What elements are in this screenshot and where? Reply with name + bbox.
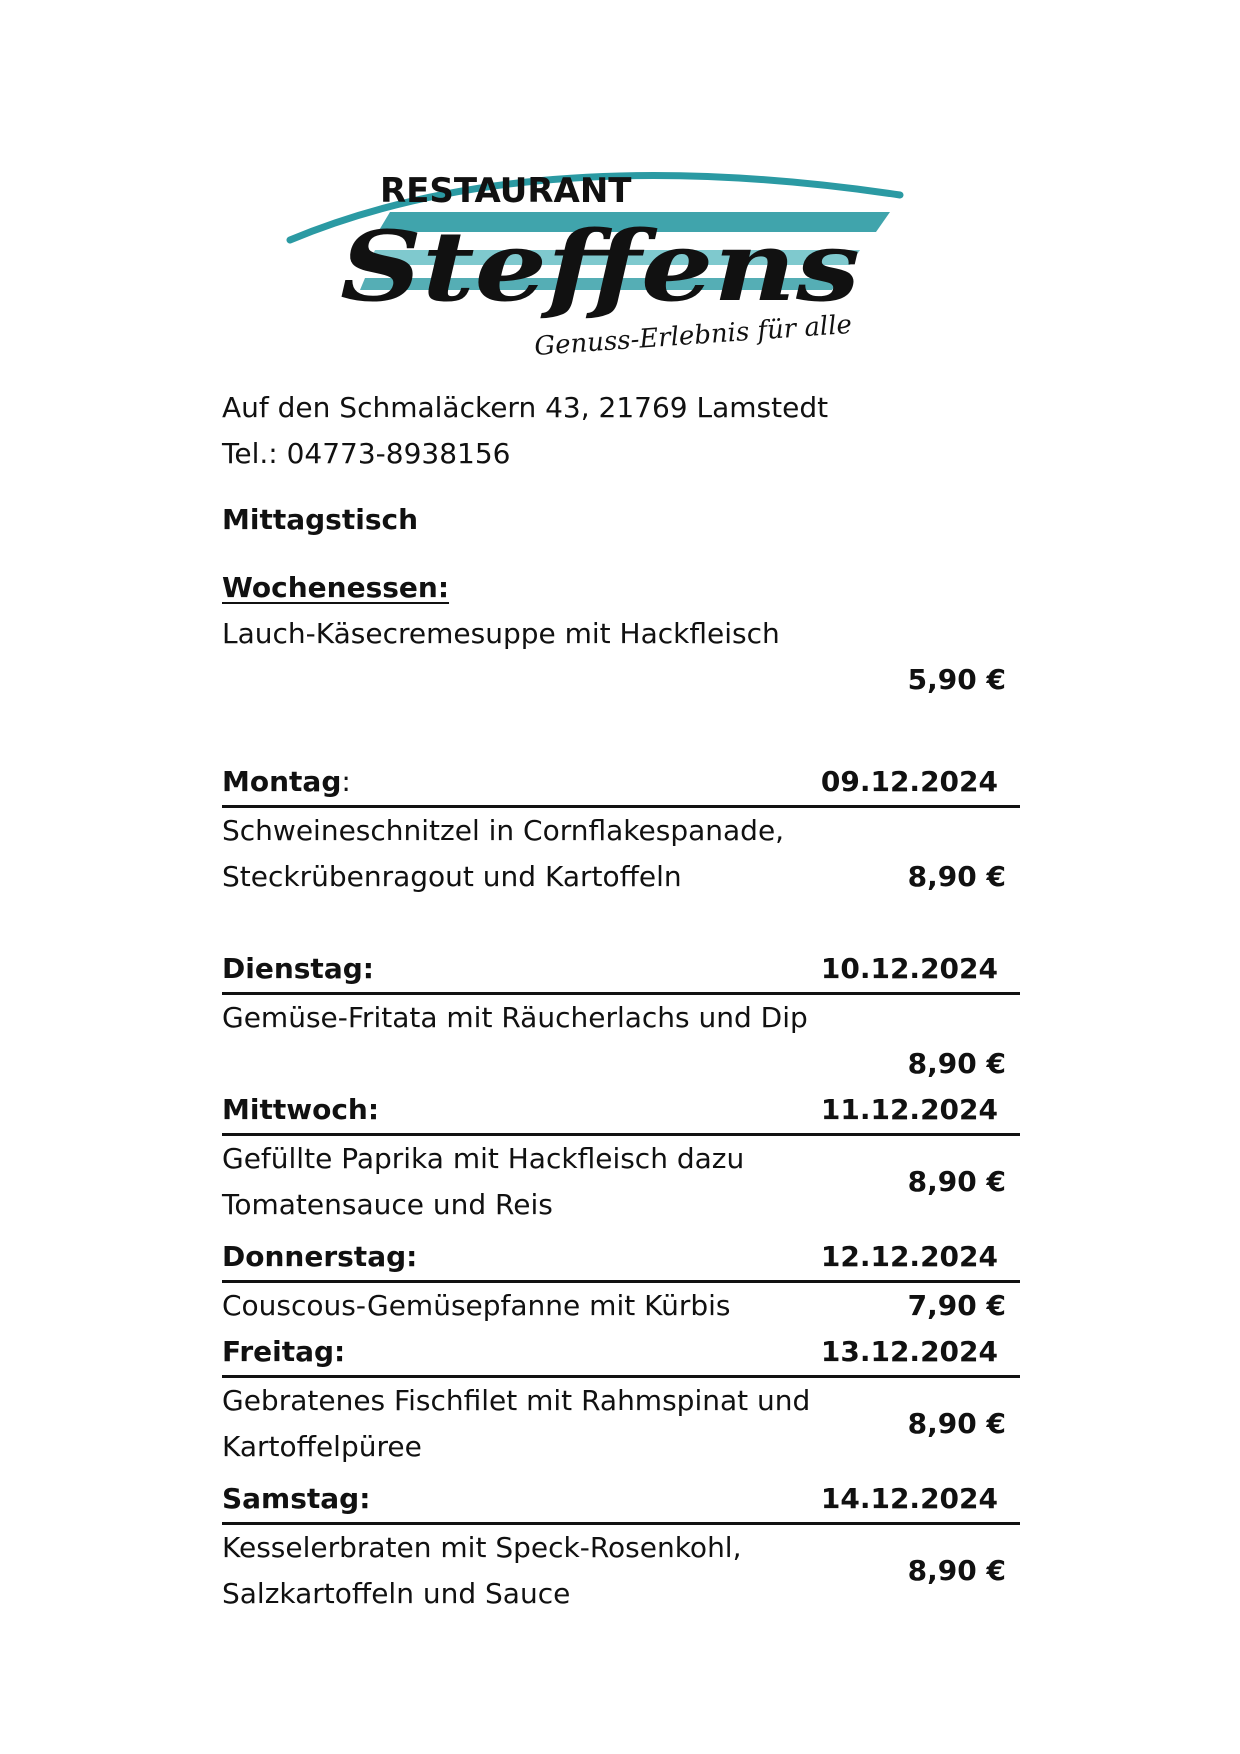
- section-title: Mittagstisch: [222, 503, 419, 536]
- dish-row: [222, 1525, 1020, 1617]
- day-block-donnerstag: [222, 1234, 1020, 1329]
- restaurant-logo: [280, 150, 920, 380]
- day-header: [222, 1234, 1020, 1283]
- day-date: 11.12.2024: [820, 1093, 998, 1126]
- logo-text-restaurant: RESTAURANT: [380, 171, 632, 211]
- day-header: [222, 759, 1020, 808]
- day-block-mittwoch: [222, 1087, 1020, 1228]
- address: Auf den Schmaläckern 43, 21769 Lamstedt: [222, 391, 829, 424]
- dish-price: 8,90 €: [907, 1407, 1006, 1440]
- dish-row: [222, 1136, 1020, 1228]
- day-block-dienstag: [222, 946, 1020, 1087]
- dish-description: Gefüllte Paprika mit Hackfleisch dazu Tomatensauce und Reis: [222, 1142, 745, 1221]
- day-date: 10.12.2024: [820, 952, 998, 985]
- day-date: 14.12.2024: [820, 1482, 998, 1515]
- dish-row: [222, 854, 1020, 900]
- dish-line: Couscous-Gemüsepfanne mit Kürbis: [222, 1289, 731, 1322]
- day-name: Montag:: [222, 765, 351, 798]
- day-header: [222, 1329, 1020, 1378]
- phone: Tel.: 04773-8938156: [222, 437, 511, 470]
- day-date: 13.12.2024: [820, 1335, 998, 1368]
- day-name: Mittwoch:: [222, 1093, 380, 1126]
- day-header: [222, 1476, 1020, 1525]
- day-date: 09.12.2024: [820, 765, 998, 798]
- weekly-dish: Lauch-Käsecremesuppe mit Hackfleisch: [222, 617, 780, 650]
- menu-content: [222, 385, 1020, 1617]
- dish-line: Gemüse-Fritata mit Räucherlachs und Dip: [222, 1001, 808, 1034]
- day-name: Donnerstag:: [222, 1240, 418, 1273]
- dish-line: Schweineschnitzel in Cornflakespanade,: [222, 814, 785, 847]
- dish-row: [222, 1378, 1020, 1470]
- dish-price: 7,90 €: [907, 1289, 1006, 1322]
- weekly-price: 5,90 €: [907, 663, 1006, 696]
- day-block-montag: [222, 759, 1020, 900]
- dish-price: 8,90 €: [907, 860, 1006, 893]
- dish-price: 8,90 €: [907, 1047, 1006, 1080]
- day-name: Samstag:: [222, 1482, 371, 1515]
- day-block-samstag: [222, 1476, 1020, 1617]
- day-header: [222, 946, 1020, 995]
- dish-price: 8,90 €: [907, 1165, 1006, 1198]
- day-date: 12.12.2024: [820, 1240, 998, 1273]
- weekly-heading: Wochenessen:: [222, 571, 450, 604]
- dish-price: 8,90 €: [907, 1554, 1006, 1587]
- day-name: Freitag:: [222, 1335, 346, 1368]
- dish-description: Kesselerbraten mit Speck-Rosenkohl, Salzkartoffeln und Sauce: [222, 1531, 742, 1610]
- dish-description: Gebratenes Fischfilet mit Rahmspinat und Kartoffelpüree: [222, 1384, 811, 1463]
- logo-slogan: Genuss-Erlebnis für alle: [533, 309, 853, 362]
- day-block-freitag: [222, 1329, 1020, 1470]
- logo-text-steffens: Steffens: [340, 210, 860, 323]
- day-header: [222, 1087, 1020, 1136]
- dish-line: Steckrübenragout und Kartoffeln: [222, 860, 682, 893]
- day-name: Dienstag:: [222, 952, 374, 985]
- dish-row: [222, 1283, 1020, 1329]
